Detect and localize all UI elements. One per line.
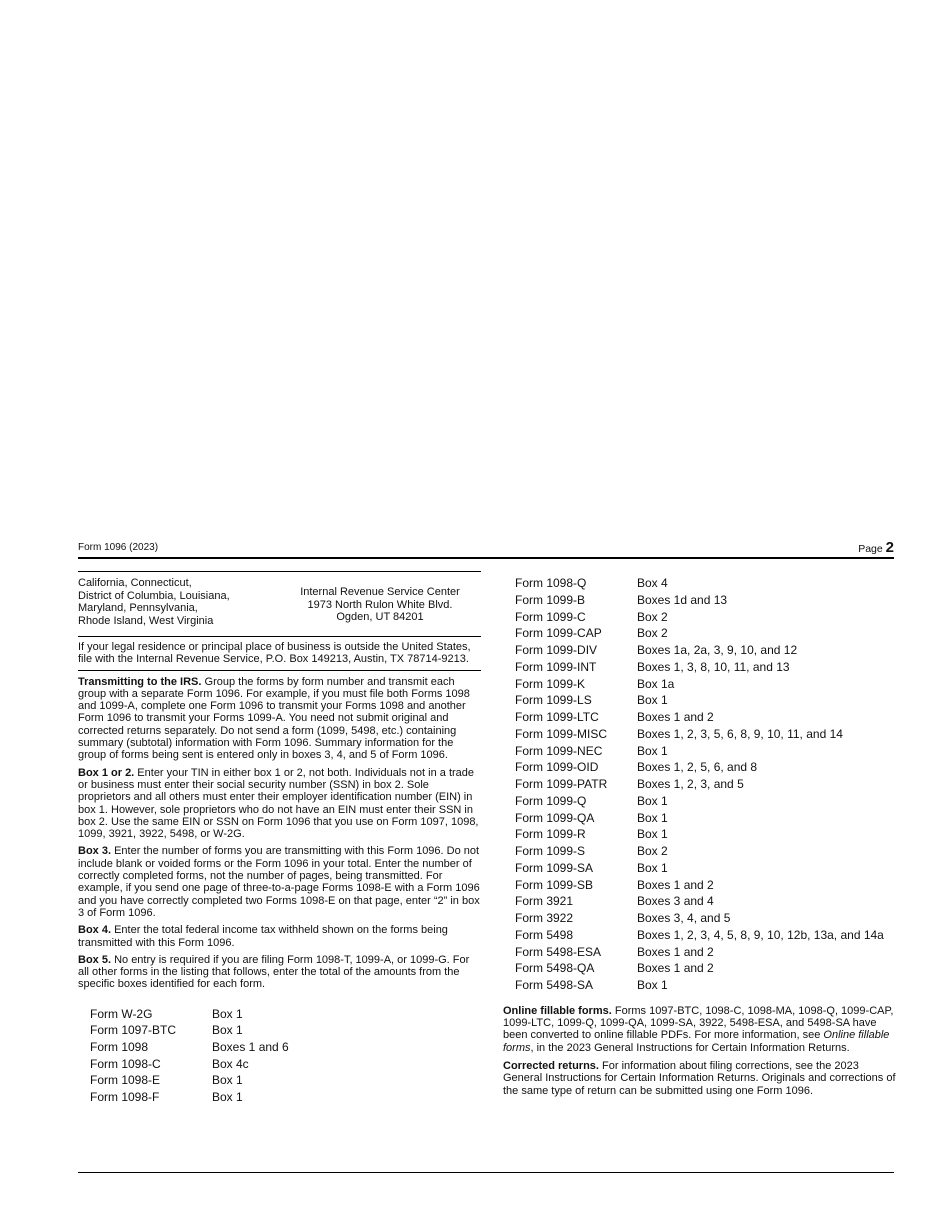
form-name-cell: Form 1099-SB <box>515 877 594 892</box>
form-name-cell: Form 5498 <box>515 927 574 942</box>
states-list <box>78 577 278 627</box>
form-name-cell: Form 1098-E <box>90 1073 161 1088</box>
para-heading: Transmitting to the IRS. <box>78 675 202 688</box>
boxes-cell: Boxes 1 and 2 <box>637 961 714 976</box>
boxes-cell: Boxes 1, 2, 3, and 5 <box>637 777 744 791</box>
form-name-cell: Form 1099-LTC <box>515 710 599 724</box>
page-word: Page <box>858 543 883 555</box>
right-paragraphs <box>503 1005 896 1097</box>
boxes-cell: Boxes 1d and 13 <box>637 592 728 607</box>
states-line: Maryland, Pennsylvania, <box>78 602 198 615</box>
boxes-cell: Box 4 <box>637 576 668 590</box>
para-heading: Box 1 or 2. <box>78 766 135 779</box>
transmitting-paragraph <box>78 676 481 762</box>
form-id: Form 1096 (2023) <box>78 542 159 553</box>
page-number-label <box>858 539 894 556</box>
table-row <box>515 877 896 894</box>
table-row <box>515 692 896 709</box>
page-header <box>78 540 894 558</box>
form-name-cell: Form 5498-SA <box>515 978 594 992</box>
para-text: No entry is required if you are filing Form 1098-T, 1099-A, or 1099-G. For all other forms in the listing that follows, enter the total of the amounts from the specific boxes identified for each form. <box>78 953 470 991</box>
table-row <box>515 676 896 693</box>
para-text: Forms 1097-BTC, 1098-C, 1098-MA, 1098-Q, 1099-CAP, 1099-LTC, 1099-Q, 1099-QA, 1099-SA, 3922, 5498-ESA, and 5498-SA have been converted to online fillable PDFs. For more information, see <box>503 1004 894 1042</box>
form-name-cell: Form 3922 <box>515 911 574 925</box>
table-row <box>515 810 896 827</box>
form-name-cell: Form 5498-ESA <box>515 944 602 959</box>
boxes-cell: Box 1 <box>637 793 668 808</box>
boxes-cell: Boxes 1, 2, 3, 5, 6, 8, 9, 10, 11, and 14 <box>637 726 843 741</box>
form-name-cell: Form 1099-K <box>515 676 586 691</box>
form-name-cell: Form 1099-R <box>515 827 586 842</box>
form-name-cell: Form 5498-QA <box>515 961 595 976</box>
table-row <box>515 793 896 810</box>
table-row <box>90 1072 481 1089</box>
table-row <box>515 860 896 877</box>
table-row <box>515 726 896 743</box>
boxes-cell: Boxes 1, 3, 8, 10, 11, and 13 <box>637 659 790 674</box>
form-name-cell: Form 1099-QA <box>515 810 595 825</box>
left-box-table <box>90 1006 481 1106</box>
table-row <box>515 609 896 626</box>
boxes-cell: Boxes 1, 2, 5, 6, and 8 <box>637 760 758 775</box>
form-name-cell: Form 1099-C <box>515 609 586 624</box>
boxes-cell: Box 1 <box>637 978 668 992</box>
form-name-cell: Form 1099-S <box>515 844 586 858</box>
table-row <box>515 910 896 927</box>
boxes-cell: Box 4c <box>212 1056 249 1071</box>
para-heading: Box 4. <box>78 924 112 937</box>
form-name-cell: Form 1099-Q <box>515 793 587 808</box>
table-row <box>515 642 896 659</box>
page-number: 2 <box>885 539 894 556</box>
states-line: Rhode Island, West Virginia <box>78 614 214 627</box>
table-row <box>90 1056 481 1073</box>
form-name-cell: Form 1097-BTC <box>90 1023 177 1038</box>
para-italic: Online fillable forms <box>503 1029 890 1054</box>
boxes-cell: Box 1 <box>212 1006 243 1021</box>
boxes-cell: Box 1 <box>637 810 668 825</box>
para-heading: Box 3. <box>78 845 112 858</box>
boxes-cell: Box 1 <box>212 1089 243 1104</box>
table-row <box>90 1089 481 1106</box>
table-row <box>515 709 896 726</box>
table-row <box>515 843 896 860</box>
boxes-cell: Box 1 <box>637 693 668 708</box>
left-column <box>78 571 481 1105</box>
right-column <box>503 571 896 1103</box>
form-name-cell: Form 1098-C <box>90 1056 161 1071</box>
para-text: Enter your TIN in either box 1 or 2, not both. Individuals not in a trade or business must enter their social security number (SSN) in box 2. Sole proprietors and all others must enter their employer identification number (EIN) in box 1. However, sole proprietors who do not have an EIN must enter their SSN in box 2. Use the same EIN or SSN on Form 1096 that you use on Form 1097, 1098, 1099, 3921, 3922, 5498, or W-2G. <box>78 766 479 841</box>
right-box-table <box>515 575 896 994</box>
boxes-cell: Box 2 <box>637 844 668 858</box>
boxes-cell: Boxes 1 and 2 <box>637 877 714 892</box>
boxes-cell: Box 1 <box>637 743 668 758</box>
form-name-cell: Form 1099-PATR <box>515 777 608 791</box>
boxes-cell: Box 1a <box>637 676 675 691</box>
address-line: Internal Revenue Service Center <box>300 586 460 598</box>
boxes-cell: Boxes 1a, 2a, 3, 9, 10, and 12 <box>637 643 798 657</box>
corrected-returns-paragraph <box>503 1060 896 1097</box>
para-text: For information about filing corrections, see the 2023 General Instructions for Certain Information Returns. Originals and corrections of the same type of return can be submitted using one Form 1096. <box>503 1059 896 1097</box>
form-name-cell: Form 1099-DIV <box>515 643 598 657</box>
boxes-cell: Box 2 <box>637 626 668 641</box>
table-row <box>515 960 896 977</box>
states-line: California, Connecticut, <box>78 577 192 589</box>
boxes-cell: Boxes 3, 4, and 5 <box>637 911 731 925</box>
form-name-cell: Form 1099-B <box>515 592 586 607</box>
header-rule <box>78 557 894 559</box>
boxes-cell: Boxes 1 and 2 <box>637 710 714 724</box>
form-name-cell: Form 1099-MISC <box>515 726 608 741</box>
box-3-paragraph <box>78 845 481 919</box>
table-row <box>515 893 896 910</box>
para-heading: Online fillable forms. <box>503 1004 612 1017</box>
boxes-cell: Box 1 <box>637 860 668 875</box>
table-row <box>515 659 896 676</box>
table-row <box>515 977 896 994</box>
para-text: , in the 2023 General Instructions for Certain Information Returns. <box>530 1041 850 1054</box>
form-name-cell: Form 1098 <box>90 1039 149 1054</box>
form-name-cell: Form 1098-Q <box>515 576 587 590</box>
boxes-cell: Box 2 <box>637 609 668 624</box>
table-row <box>515 592 896 609</box>
address-block <box>78 572 481 637</box>
table-row <box>515 944 896 961</box>
table-row <box>90 1039 481 1056</box>
form-name-cell: Form 1099-CAP <box>515 626 602 641</box>
table-row <box>515 759 896 776</box>
table-row <box>515 927 896 944</box>
box-5-paragraph <box>78 954 481 991</box>
table-row <box>90 1006 481 1023</box>
address-line: 1973 North Rulon White Blvd. <box>307 598 453 611</box>
online-fillable-paragraph <box>503 1005 896 1054</box>
table-row <box>515 575 896 592</box>
form-name-cell: Form 1099-NEC <box>515 743 603 758</box>
table-row <box>90 1022 481 1039</box>
form-name-cell: Form 1098-F <box>90 1089 160 1104</box>
table-row <box>515 776 896 793</box>
boxes-cell: Boxes 1, 2, 3, 4, 5, 8, 9, 10, 12b, 13a, and 14a <box>637 927 884 942</box>
footer-rule <box>78 1172 894 1173</box>
states-line: District of Columbia, Louisiana, <box>78 589 230 602</box>
boxes-cell: Box 1 <box>212 1023 243 1038</box>
form-name-cell: Form 1099-LS <box>515 693 592 708</box>
para-heading: Box 5. <box>78 953 112 966</box>
table-row <box>515 826 896 843</box>
para-text: Enter the total federal income tax withheld shown on the forms being transmitted with this Form 1096. <box>78 924 448 949</box>
para-text: Enter the number of forms you are transmitting with this Form 1096. Do not include blank or voided forms or the Form 1096 in your total. Enter the number of correctly completed forms, not the number of pages, being transmitted. For example, if you send one page of three-to-a-page Forms 1098-E with a Form 1096 and you have correctly completed two Forms 1098-E on that page, enter “2” in box 3 of Form 1096. <box>78 845 480 919</box>
form-name-cell: Form 1099-SA <box>515 860 594 875</box>
table-row <box>515 625 896 642</box>
box-1-2-paragraph <box>78 767 481 841</box>
form-name-cell: Form 1099-OID <box>515 760 599 775</box>
boxes-cell: Box 1 <box>637 827 668 842</box>
boxes-cell: Boxes 1 and 2 <box>637 944 714 959</box>
table-row <box>515 743 896 760</box>
address-line: Ogden, UT 84201 <box>336 611 424 624</box>
boxes-cell: Boxes 3 and 4 <box>637 894 714 909</box>
boxes-cell: Boxes 1 and 6 <box>212 1039 289 1054</box>
form-name-cell: Form W-2G <box>90 1006 153 1021</box>
boxes-cell: Box 1 <box>212 1073 243 1088</box>
irs-center-address <box>283 586 477 624</box>
form-name-cell: Form 1099-INT <box>515 659 597 674</box>
para-text: Group the forms by form number and transmit each group with a separate Form 1096. For example, if you must file both Forms 1098 and 1099-A, complete one Form 1096 to transmit your Forms 1098 and another Form 1096 to transmit your Forms 1099-A. You need not submit original and corrected returns separately. Do not send a form (1099, 5498, etc.) containing summary (subtotal) information with Form 1096. Summary information for the group of forms being sent is entered only in boxes 3, 4, and 5 of Form 1096. <box>78 675 470 762</box>
box-4-paragraph <box>78 924 481 949</box>
para-heading: Corrected returns. <box>503 1059 599 1072</box>
form-name-cell: Form 3921 <box>515 894 574 909</box>
outside-us-paragraph: If your legal residence or principal place of business is outside the United States, file with the Internal Revenue Service, P.O. Box 149213, Austin, TX 78714-9213. <box>78 637 481 671</box>
